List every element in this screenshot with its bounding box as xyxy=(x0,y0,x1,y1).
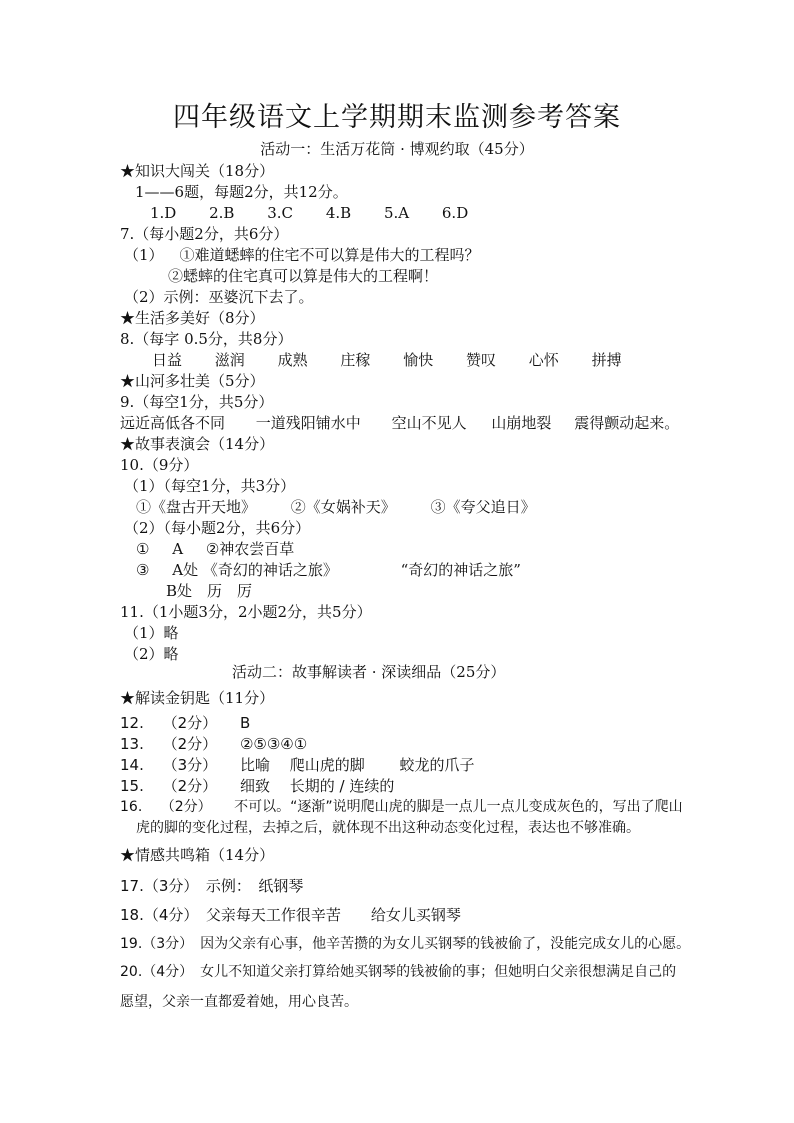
section-heading-life: ★生活多美好（8分） xyxy=(120,309,265,327)
myth-answer: ②《女娲补天》 xyxy=(290,498,396,516)
word-answer: 日益 xyxy=(152,351,183,369)
activity-two-heading: 活动二：故事解读者 · 深读细品（25分） xyxy=(232,663,506,681)
mc-answer: 4.B xyxy=(325,204,352,222)
q9-answers-row xyxy=(120,413,679,433)
page-title: 四年级语文上学期期末监测参考答案 xyxy=(173,102,621,133)
section-heading-knowledge: ★知识大闯关（18分） xyxy=(120,162,275,180)
word-answer: 庄稼 xyxy=(340,351,371,369)
q7-1-line-a xyxy=(124,245,480,265)
question-answer: 细致 长期的 / 连续的 xyxy=(239,777,395,795)
section-heading-reading: ★解读金钥匙（11分） xyxy=(120,689,275,707)
question-number: 12. xyxy=(120,714,144,732)
q13-row xyxy=(120,734,307,754)
q10-2-answer-row-1 xyxy=(136,539,294,559)
question-answer: 比喻 爬山虎的脚 蛟龙的爪子 xyxy=(239,756,475,774)
q7-1-answer-b: ②蟋蟀的住宅真可以算是伟大的工程啊！ xyxy=(168,267,439,285)
question-points: （3分） xyxy=(162,756,218,774)
q10-1-answers-row xyxy=(136,497,536,517)
q10-2-instruction: （2）（每小题2分，共6分） xyxy=(124,519,311,537)
mc-answer: 3.C xyxy=(267,204,294,222)
q19-row: 19.（3分） 因为父亲有心事，他辛苦攒的为女儿买钢琴的钱被偷了，没能完成女儿的心愿。 xyxy=(120,936,691,952)
poem-answer: 山崩地裂 xyxy=(491,414,552,432)
q8-words-row xyxy=(152,350,622,370)
poem-answer: 一道残阳铺水中 xyxy=(255,414,361,432)
question-number: 14. xyxy=(120,756,144,774)
q9-instruction: 9.（每空1分，共5分） xyxy=(120,393,274,411)
question-points: （2分） xyxy=(162,735,218,753)
q10-2-answer-c: A处 《奇幻的神话之旅》 xyxy=(172,561,338,579)
word-answer: 赞叹 xyxy=(465,351,496,369)
q10-2-answer-row-3: B处 历 厉 xyxy=(166,582,253,600)
q10-2-answer-row-2 xyxy=(136,560,521,580)
question-number: 13. xyxy=(120,735,144,753)
q10-1-instruction: （1）（每空1分，共3分） xyxy=(124,477,296,495)
q7-1-answer-a: ①难道蟋蟀的住宅不可以算是伟大的工程吗？ xyxy=(179,246,480,264)
q18-row: 18.（4分） 父亲每天工作很辛苦 给女儿买钢琴 xyxy=(120,906,461,924)
question-number: 15. xyxy=(120,777,144,795)
poem-answer: 远近高低各不同 xyxy=(120,414,226,432)
myth-answer: ①《盘古开天地》 xyxy=(136,498,257,516)
q7-1-label: （1） xyxy=(124,246,164,264)
q7-instruction: 7.（每小题2分，共6分） xyxy=(120,225,289,243)
mc-answer: 5.A xyxy=(383,204,410,222)
q11-2-answer: （2）略 xyxy=(124,645,179,663)
q14-row xyxy=(120,755,475,775)
mc-answers-row xyxy=(150,203,468,223)
question-answer: 不可以。“逐渐”说明爬山虎的脚是一点儿一点儿变成灰色的，写出了爬山 xyxy=(234,799,683,815)
q7-2-answer: （2）示例：巫婆沉下去了。 xyxy=(124,288,314,306)
question-number: 16. xyxy=(120,799,143,815)
poem-answer: 震得颤动起来。 xyxy=(574,414,680,432)
q10-2-answer-d: “奇幻的神话之旅” xyxy=(400,561,521,579)
myth-answer: ③《夸父追日》 xyxy=(430,498,536,516)
word-answer: 成熟 xyxy=(277,351,308,369)
q20-continuation: 愿望，父亲一直都爱着她，用心良苦。 xyxy=(120,994,358,1010)
q15-row xyxy=(120,776,394,796)
question-points: （2分） xyxy=(162,777,218,795)
section-heading-emotion: ★情感共鸣箱（14分） xyxy=(120,846,275,864)
q10-2-answer-b: ②神农尝百草 xyxy=(205,540,295,558)
question-points: （2分） xyxy=(160,799,212,815)
q12-row xyxy=(120,713,250,733)
q10-2-marker: ③ xyxy=(136,561,150,579)
q16-continuation: 虎的脚的变化过程，去掉之后，就体现不出这种动态变化过程，表达也不够准确。 xyxy=(136,820,640,836)
word-answer: 滋润 xyxy=(214,351,245,369)
q10-instruction: 10.（9分） xyxy=(120,456,199,474)
q11-1-answer: （1）略 xyxy=(124,624,179,642)
q1-6-instruction: 1——6题，每题2分，共12分。 xyxy=(135,183,348,201)
activity-one-heading: 活动一：生活万花筒 · 博观约取（45分） xyxy=(260,140,534,158)
mc-answer: 6.D xyxy=(441,204,469,222)
question-answer: ②⑤③④① xyxy=(239,735,308,753)
q20-row: 20.（4分） 女儿不知道父亲打算给她买钢琴的钱被偷的事；但她明白父亲很想满足自己的 xyxy=(120,964,677,980)
poem-answer: 空山不见人 xyxy=(391,414,467,432)
question-answer: B xyxy=(239,714,251,732)
word-answer: 心怀 xyxy=(528,351,559,369)
mc-answer: 2.B xyxy=(209,204,235,222)
section-heading-landscape: ★山河多壮美（5分） xyxy=(120,372,265,390)
word-answer: 拼搏 xyxy=(591,351,622,369)
q11-instruction: 11.（1小题3分，2小题2分，共5分） xyxy=(120,603,372,621)
question-points: （2分） xyxy=(162,714,218,732)
q17-row: 17.（3分） 示例： 纸钢琴 xyxy=(120,877,304,895)
word-answer: 愉快 xyxy=(403,351,434,369)
q16-row xyxy=(120,797,683,817)
mc-answer: 1.D xyxy=(150,204,177,222)
section-heading-story: ★故事表演会（14分） xyxy=(120,435,275,453)
q8-instruction: 8.（每字 0.5分，共8分） xyxy=(120,330,293,348)
q10-2-marker: ① xyxy=(136,540,150,558)
q10-2-answer-a: A xyxy=(172,540,184,558)
